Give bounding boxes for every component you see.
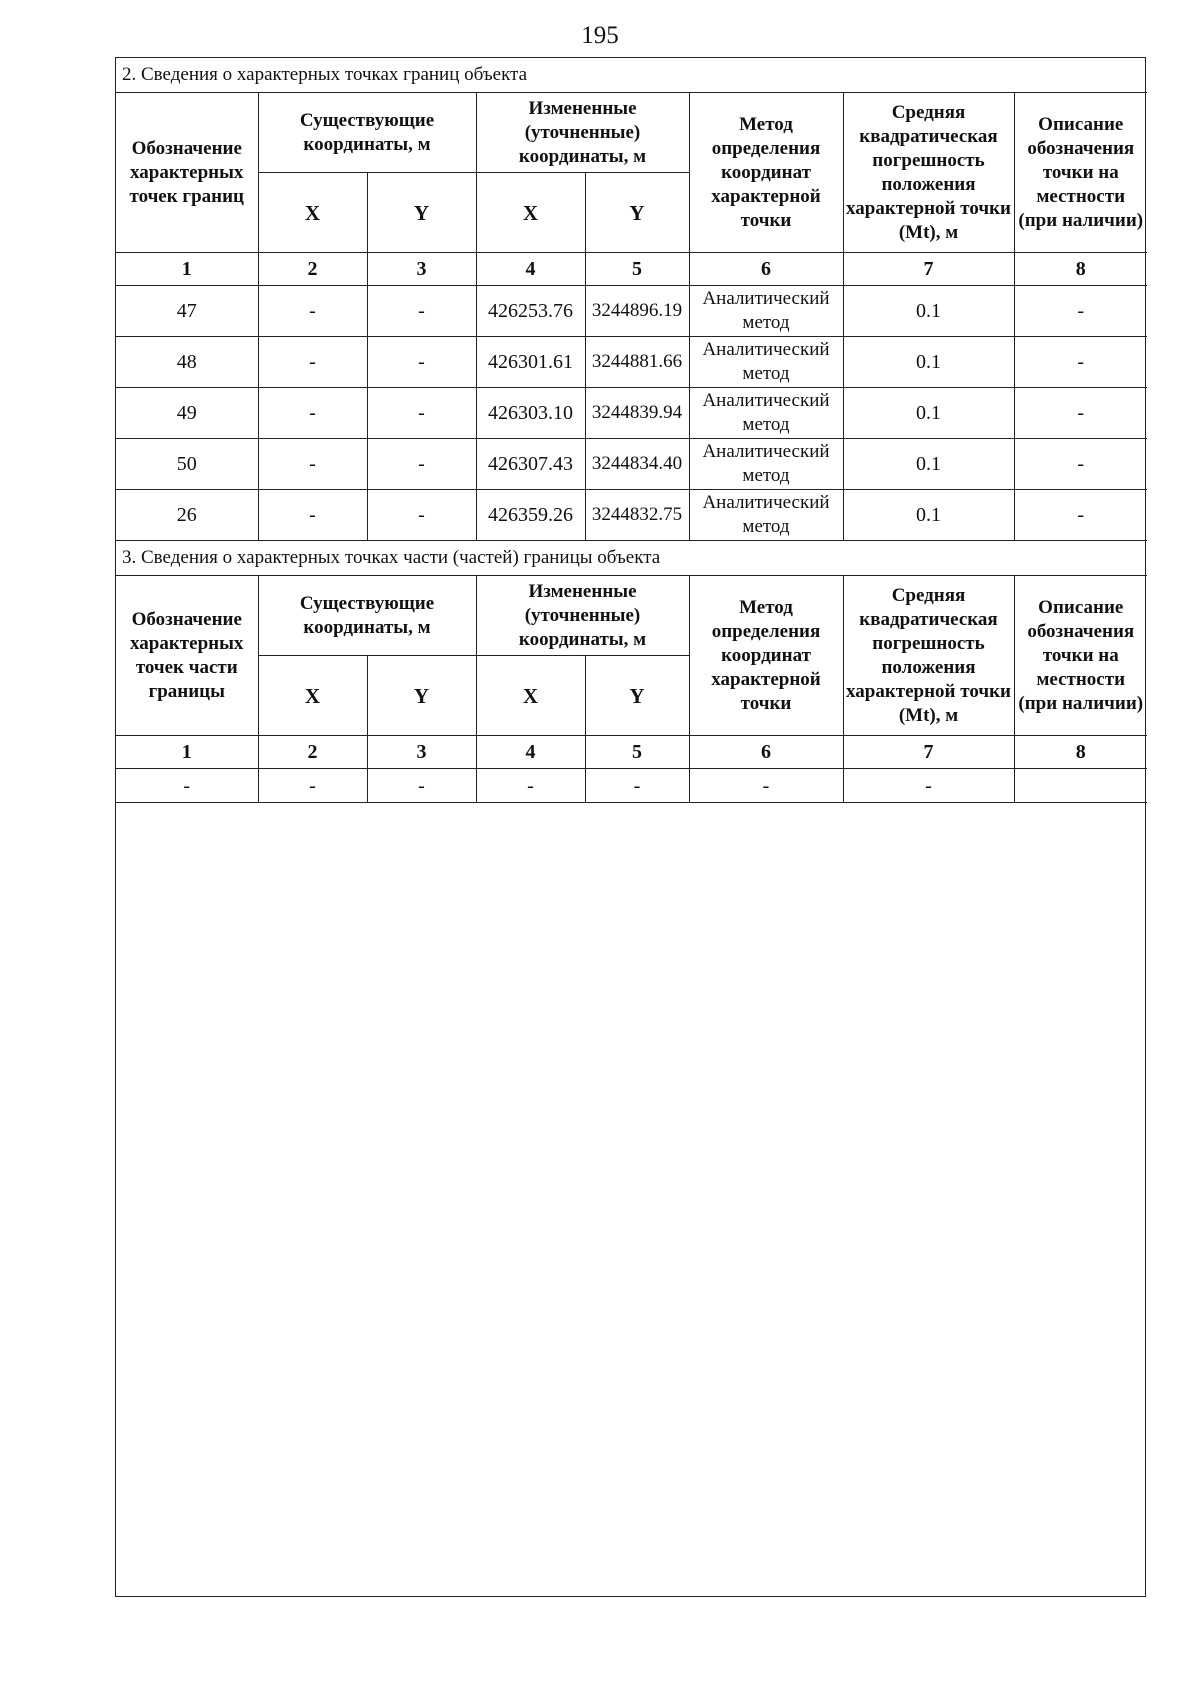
point-description: - <box>1014 286 1147 337</box>
point-number: 48 <box>116 337 258 388</box>
header-changed-x: X <box>476 656 585 736</box>
header-changed-coordinates: Измененные (уточненные) координаты, м <box>476 576 689 656</box>
existing-x: - <box>258 439 367 490</box>
header-method: Метод определения координат характерной точки <box>689 576 843 736</box>
point-number: 47 <box>116 286 258 337</box>
point-description <box>1014 769 1147 803</box>
changed-y: 3244881.66 <box>585 337 689 388</box>
section-title: 3. Сведения о характерных точках части (частей) границы объекта <box>116 541 1147 576</box>
header-designation: Обозначение характерных точек границ <box>116 93 258 253</box>
header-changed-x: X <box>476 173 585 253</box>
changed-y: 3244832.75 <box>585 490 689 541</box>
column-number: 1 <box>116 253 258 286</box>
changed-y: 3244896.19 <box>585 286 689 337</box>
section-title: 2. Сведения о характерных точках границ объекта <box>116 58 1147 93</box>
point-description: - <box>1014 337 1147 388</box>
changed-x: 426359.26 <box>476 490 585 541</box>
column-number: 6 <box>689 736 843 769</box>
method: Аналитический метод <box>689 337 843 388</box>
point-number: 50 <box>116 439 258 490</box>
point-number: 49 <box>116 388 258 439</box>
existing-x: - <box>258 337 367 388</box>
table-row <box>116 490 1147 541</box>
existing-y: - <box>367 439 476 490</box>
table-row <box>116 388 1147 439</box>
column-number: 6 <box>689 253 843 286</box>
existing-x: - <box>258 490 367 541</box>
changed-x: 426253.76 <box>476 286 585 337</box>
table-row <box>116 769 1147 803</box>
header-mean-error: Средняя квадратическая погрешность положения характерной точки (Mt), м <box>843 576 1014 736</box>
mean-error: 0.1 <box>843 337 1014 388</box>
existing-y: - <box>367 286 476 337</box>
method: Аналитический метод <box>689 286 843 337</box>
point-number: 26 <box>116 490 258 541</box>
mean-error: 0.1 <box>843 439 1014 490</box>
page-number: 195 <box>581 22 619 49</box>
mean-error: 0.1 <box>843 490 1014 541</box>
changed-x: 426303.10 <box>476 388 585 439</box>
changed-y: 3244834.40 <box>585 439 689 490</box>
coordinates-table <box>116 58 1147 803</box>
mean-error: 0.1 <box>843 388 1014 439</box>
point-description: - <box>1014 388 1147 439</box>
header-changed-y: Y <box>585 656 689 736</box>
mean-error: 0.1 <box>843 286 1014 337</box>
existing-x: - <box>258 388 367 439</box>
method: - <box>689 769 843 803</box>
header-existing-y: Y <box>367 656 476 736</box>
header-changed-coordinates: Измененные (уточненные) координаты, м <box>476 93 689 173</box>
point-number: - <box>116 769 258 803</box>
header-description: Описание обозначения точки на местности (при наличии) <box>1014 576 1147 736</box>
column-number: 7 <box>843 253 1014 286</box>
table-row <box>116 439 1147 490</box>
existing-y: - <box>367 337 476 388</box>
column-number: 8 <box>1014 736 1147 769</box>
column-number: 4 <box>476 253 585 286</box>
existing-x: - <box>258 769 367 803</box>
table-row <box>116 286 1147 337</box>
header-existing-y: Y <box>367 173 476 253</box>
header-existing-x: X <box>258 656 367 736</box>
method: Аналитический метод <box>689 439 843 490</box>
changed-x: - <box>476 769 585 803</box>
column-number: 8 <box>1014 253 1147 286</box>
column-number: 3 <box>367 253 476 286</box>
column-number: 4 <box>476 736 585 769</box>
changed-y: 3244839.94 <box>585 388 689 439</box>
method: Аналитический метод <box>689 490 843 541</box>
column-number: 2 <box>258 253 367 286</box>
header-designation: Обозначение характерных точек части границы <box>116 576 258 736</box>
column-number: 5 <box>585 253 689 286</box>
document-frame <box>115 57 1146 1597</box>
existing-y: - <box>367 490 476 541</box>
header-existing-coordinates: Существующие координаты, м <box>258 93 476 173</box>
header-method: Метод определения координат характерной точки <box>689 93 843 253</box>
mean-error: - <box>843 769 1014 803</box>
point-description: - <box>1014 439 1147 490</box>
table-row <box>116 337 1147 388</box>
column-number: 5 <box>585 736 689 769</box>
existing-y: - <box>367 769 476 803</box>
column-number: 1 <box>116 736 258 769</box>
method: Аналитический метод <box>689 388 843 439</box>
header-existing-x: X <box>258 173 367 253</box>
header-existing-coordinates: Существующие координаты, м <box>258 576 476 656</box>
header-mean-error: Средняя квадратическая погрешность положения характерной точки (Mt), м <box>843 93 1014 253</box>
existing-y: - <box>367 388 476 439</box>
header-changed-y: Y <box>585 173 689 253</box>
column-number: 2 <box>258 736 367 769</box>
point-description: - <box>1014 490 1147 541</box>
header-description: Описание обозначения точки на местности (при наличии) <box>1014 93 1147 253</box>
column-number: 3 <box>367 736 476 769</box>
changed-y: - <box>585 769 689 803</box>
changed-x: 426301.61 <box>476 337 585 388</box>
existing-x: - <box>258 286 367 337</box>
column-number: 7 <box>843 736 1014 769</box>
changed-x: 426307.43 <box>476 439 585 490</box>
